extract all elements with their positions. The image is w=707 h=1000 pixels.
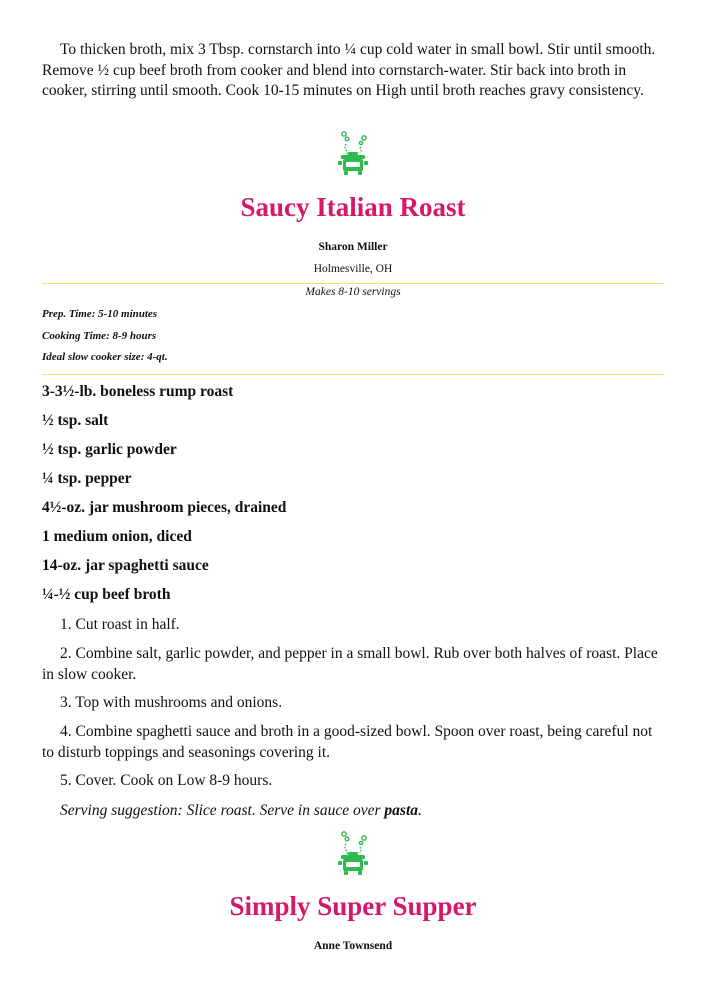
serving-suggestion bbox=[42, 801, 664, 822]
recipe-location: Holmesville, OH bbox=[313, 263, 393, 275]
cooker-size: Ideal slow cooker size: 4-qt. bbox=[42, 351, 168, 363]
ingredient-item: ½ tsp. garlic powder bbox=[42, 441, 177, 458]
recipe-title: Simply Super Supper bbox=[229, 891, 477, 921]
ingredient-item: ¼-½ cup beef broth bbox=[42, 586, 171, 603]
instruction-step: 3. Top with mushrooms and onions. bbox=[60, 694, 283, 711]
instruction-step: 4. Combine spaghetti sauce and broth in a good-sized bowl. Spoon over roast, being careful not to disturb toppings and seasonings covering it. bbox=[42, 723, 653, 761]
divider-rule bbox=[42, 374, 664, 375]
ingredient-item: 14-oz. jar spaghetti sauce bbox=[42, 557, 209, 574]
ingredient-item: 4½-oz. jar mushroom pieces, drained bbox=[42, 499, 287, 516]
recipe-author: Sharon Miller bbox=[318, 241, 388, 253]
serving-suggestion-end: . bbox=[418, 802, 422, 819]
intro-paragraph: To thicken broth, mix 3 Tbsp. cornstarch into ¼ cup cold water in small bowl. Stir until smooth. Remove ½ cup beef broth from cooker and blend into cornstarch-water. Stir back into broth in cooker, stirring until smooth. Cook 10-15 minutes on High until broth reaches gravy consistency. bbox=[42, 41, 656, 99]
prep-time: Prep. Time: 5-10 minutes bbox=[42, 308, 158, 320]
instruction-step: 5. Cover. Cook on Low 8-9 hours. bbox=[60, 772, 273, 789]
ingredient-item: ¼ tsp. pepper bbox=[42, 470, 132, 487]
ingredient-item: 1 medium onion, diced bbox=[42, 528, 192, 545]
serving-suggestion-text: Serving suggestion: Slice roast. Serve in sauce over bbox=[60, 802, 385, 819]
slow-cooker-icon bbox=[42, 130, 664, 180]
recipe-author: Anne Townsend bbox=[313, 940, 393, 952]
slow-cooker-icon bbox=[42, 830, 664, 880]
ingredient-item: ½ tsp. salt bbox=[42, 412, 109, 429]
ingredient-item: 3-3½-lb. boneless rump roast bbox=[42, 383, 234, 400]
cooking-time: Cooking Time: 8-9 hours bbox=[42, 330, 157, 342]
recipe-title: Saucy Italian Roast bbox=[240, 192, 466, 222]
servings-text: Makes 8-10 servings bbox=[305, 286, 401, 298]
instruction-step: 2. Combine salt, garlic powder, and pepper in a small bowl. Rub over both halves of roast. Place in slow cooker. bbox=[42, 645, 658, 683]
serving-suggestion-highlight: pasta bbox=[384, 802, 419, 819]
divider-rule bbox=[42, 283, 664, 284]
instruction-step: 1. Cut roast in half. bbox=[60, 616, 180, 633]
